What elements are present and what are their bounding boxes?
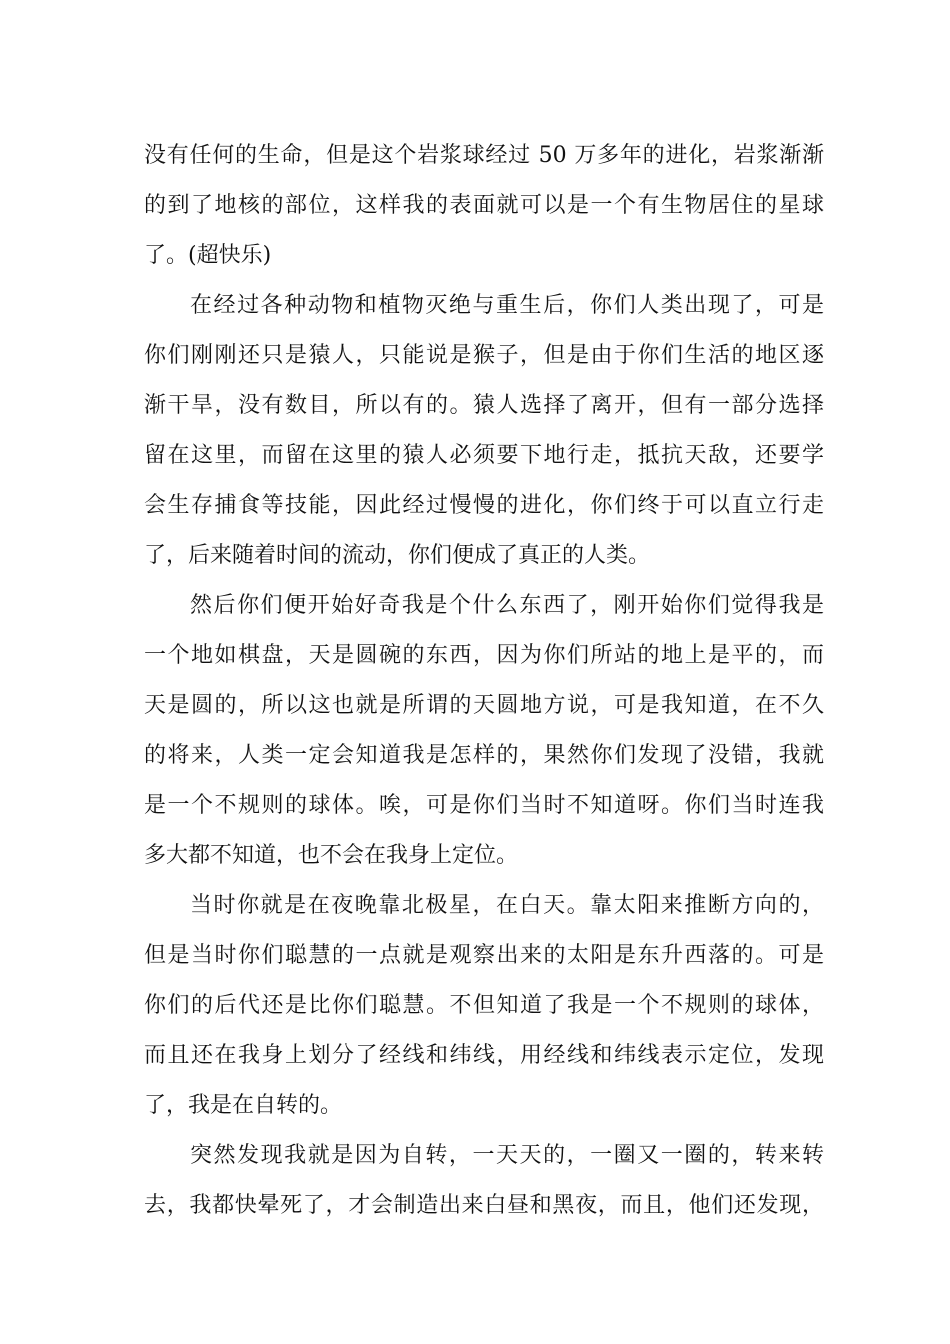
text-line: 去，我都快晕死了，才会制造出来白昼和黑夜，而且，他们还发现， [144, 1193, 824, 1218]
text-line: 会生存捕食等技能，因此经过慢慢的进化，你们终于可以直立行走 [144, 493, 824, 518]
text-line: 没有任何的生命，但是这个岩浆球经过 50 万多年的进化，岩浆渐渐 [144, 143, 824, 168]
text-line: 的将来，人类一定会知道我是怎样的，果然你们发现了没错，我就 [144, 743, 824, 768]
text-line: 了。(超快乐) [144, 243, 272, 268]
text-line: 多大都不知道，也不会在我身上定位。 [144, 843, 519, 868]
paragraph-first-line: 当时你就是在夜晚靠北极星，在白天。靠太阳来推断方向的， [190, 893, 824, 918]
text-line: 的到了地核的部位，这样我的表面就可以是一个有生物居住的星球 [144, 193, 824, 218]
paragraph-first-line: 在经过各种动物和植物灭绝与重生后，你们人类出现了，可是 [190, 293, 824, 318]
text-line: 了，后来随着时间的流动，你们便成了真正的人类。 [144, 543, 651, 568]
text-line: 天是圆的，所以这也就是所谓的天圆地方说，可是我知道，在不久 [144, 693, 824, 718]
text-line: 一个地如棋盘，天是圆碗的东西，因为你们所站的地上是平的，而 [144, 643, 824, 668]
text-line: 留在这里，而留在这里的猿人必须要下地行走，抵抗天敌，还要学 [144, 443, 824, 468]
text-line: 了，我是在自转的。 [144, 1093, 343, 1118]
text-line: 而且还在我身上划分了经线和纬线，用经线和纬线表示定位，发现 [144, 1043, 824, 1068]
document-body-text [144, 131, 824, 1231]
text-line: 你们的后代还是比你们聪慧。不但知道了我是一个不规则的球体， [144, 993, 824, 1018]
text-line: 是一个不规则的球体。唉，可是你们当时不知道呀。你们当时连我 [144, 793, 824, 818]
text-line: 但是当时你们聪慧的一点就是观察出来的太阳是东升西落的。可是 [144, 943, 824, 968]
paragraph-first-line: 突然发现我就是因为自转，一天天的，一圈又一圈的，转来转 [190, 1143, 824, 1168]
text-line: 渐干旱，没有数目，所以有的。猿人选择了离开，但有一部分选择 [144, 393, 824, 418]
text-line: 你们刚刚还只是猿人，只能说是猴子，但是由于你们生活的地区逐 [144, 343, 824, 368]
paragraph-first-line: 然后你们便开始好奇我是个什么东西了，刚开始你们觉得我是 [190, 593, 824, 618]
